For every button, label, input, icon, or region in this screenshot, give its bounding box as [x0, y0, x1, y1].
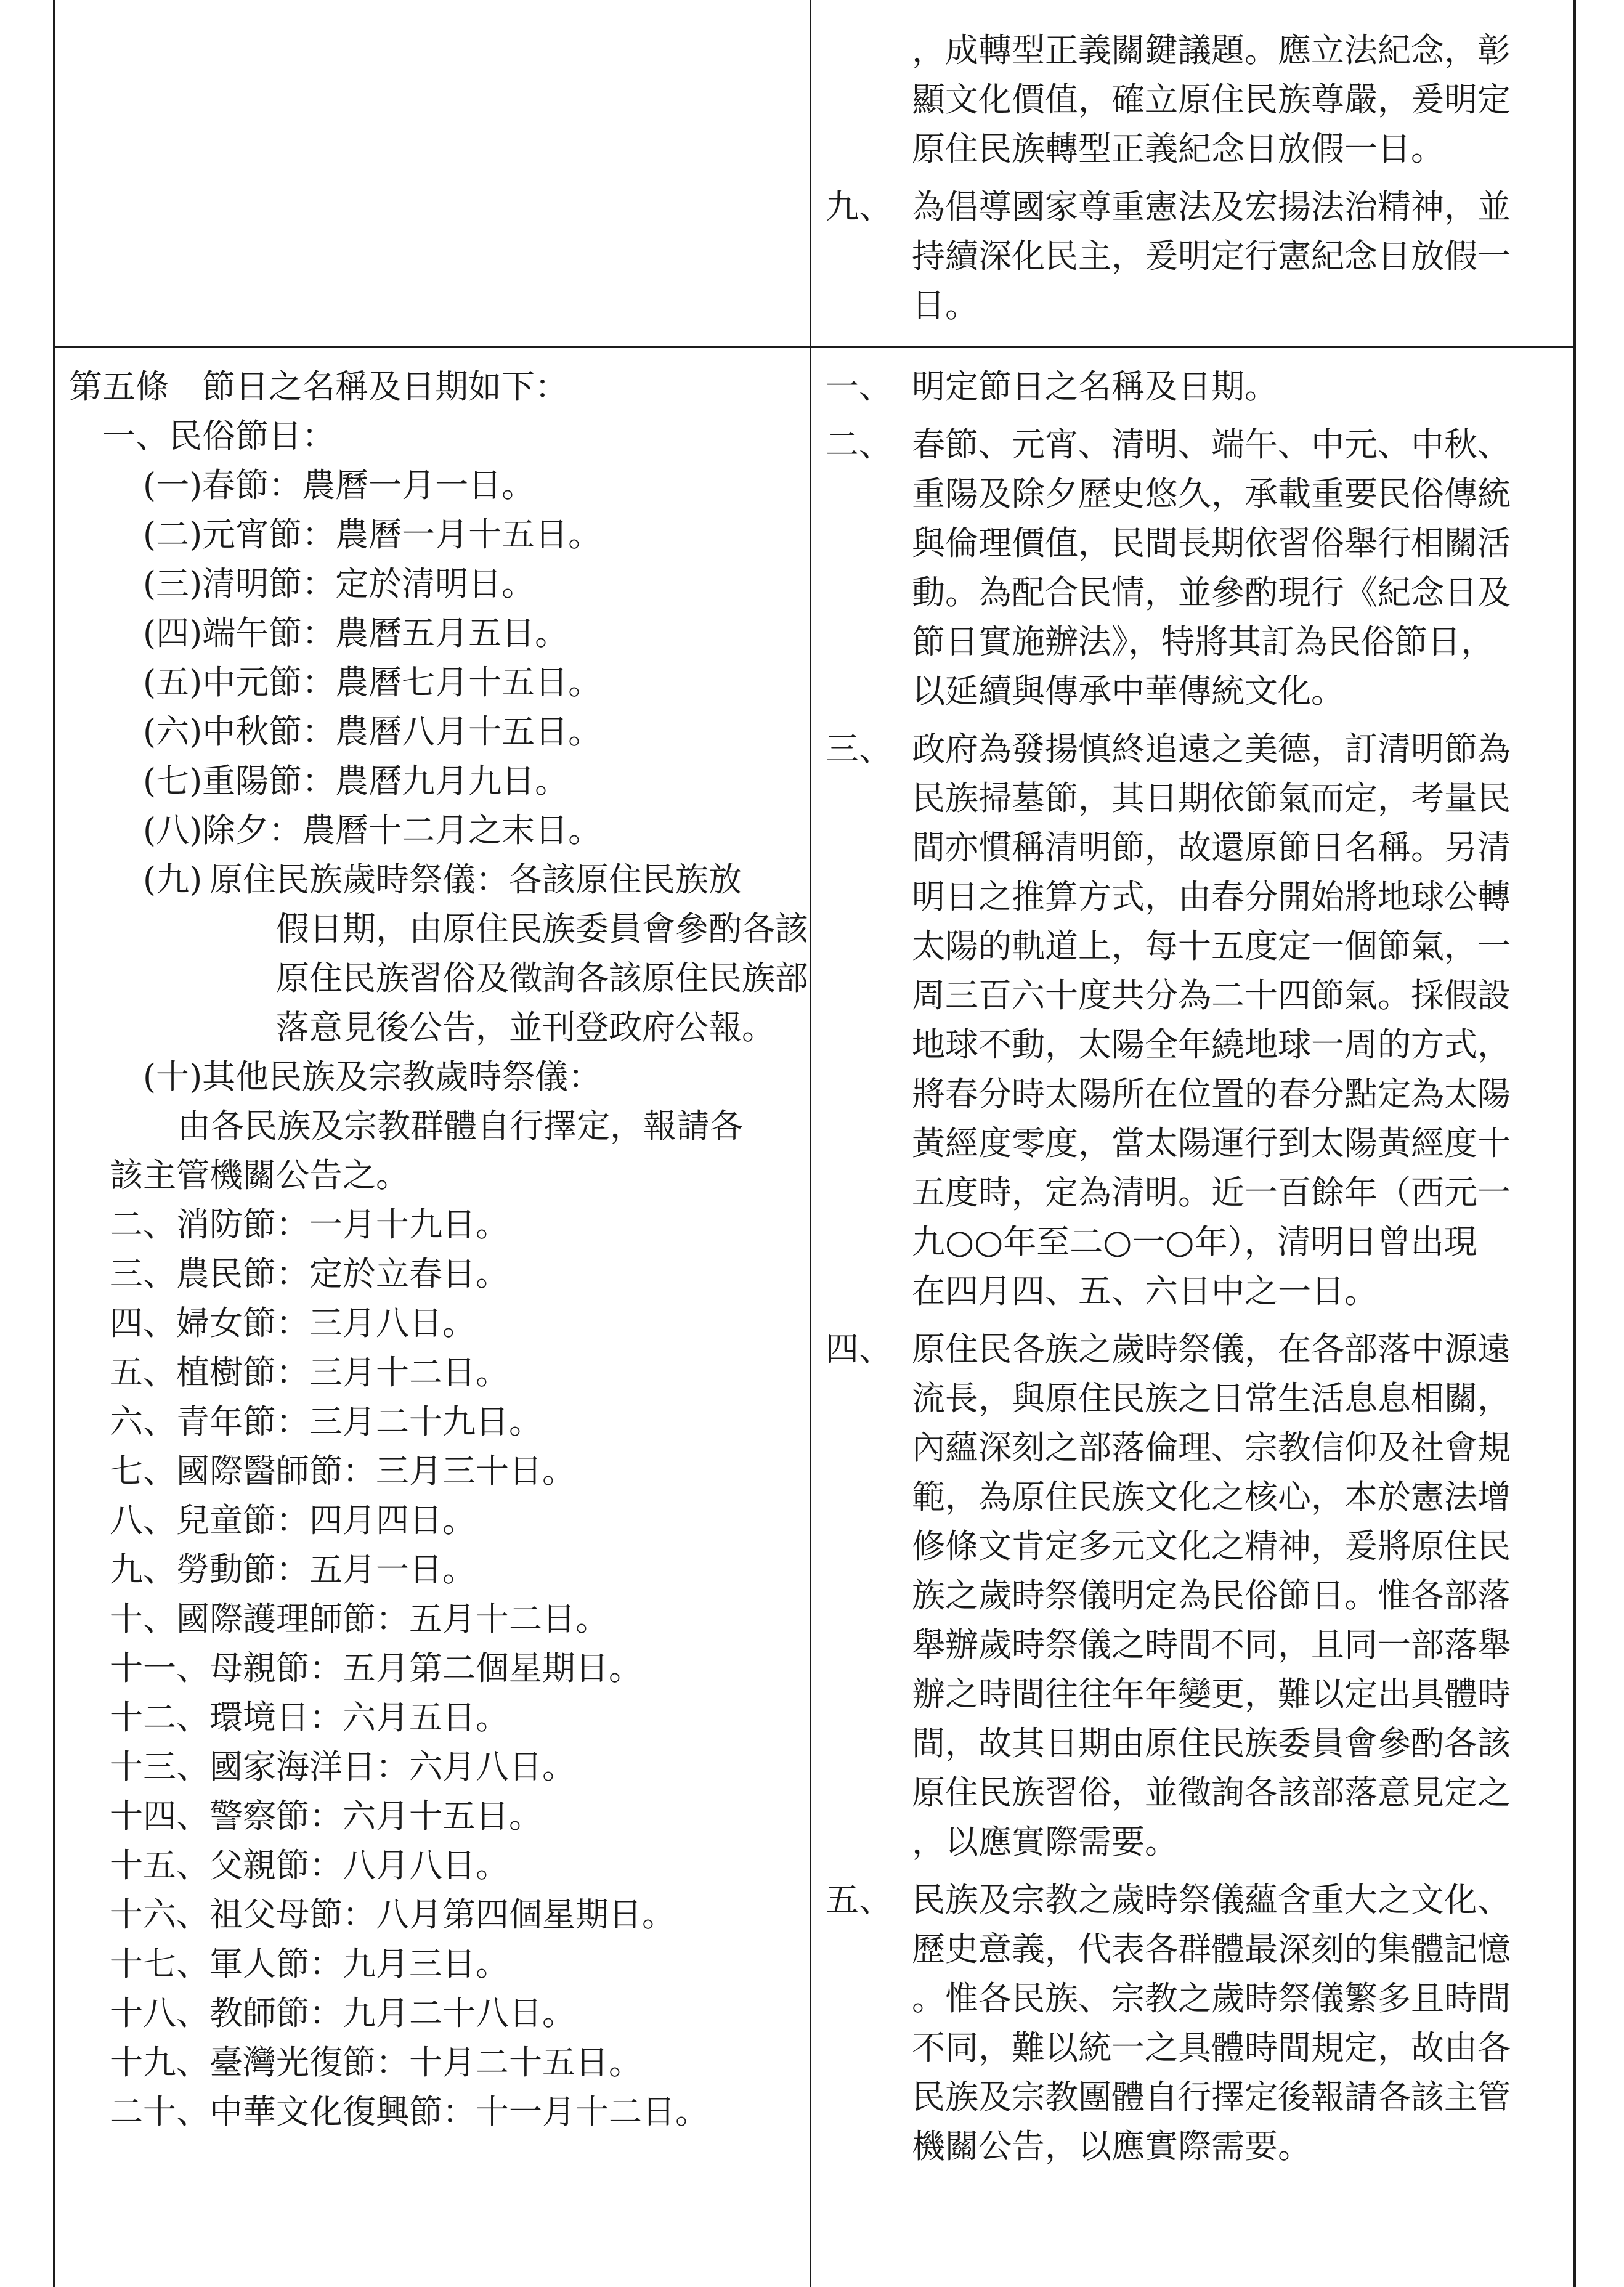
- list-item: (四)端午節：農曆五月五日。: [143, 614, 569, 652]
- folk10-body: 由各民族及宗教群體自行擇定，報請各: [177, 1107, 743, 1145]
- list-item: (七)重陽節：農曆九月九日。: [143, 762, 569, 800]
- list-item: 十五、父親節：八月八日。: [110, 1846, 509, 1885]
- list-item: 三、農民節：定於立春日。: [110, 1254, 509, 1293]
- top-right-cell: [826, 26, 1565, 339]
- explanation-item-3: 三、 政府為發揚慎終追遠之美德，訂清明節為 民族掃墓節，其日期依節氣而定，考量民 間亦慣稱清明節，故還原節日名稱。另清 明日之推算方式，由春分開始將地球公轉 太陽的軌道上，每十五度定一個節氣，一 周三百六十度共分為二十四節氣。採假設 地球不動，太陽全年繞地球一周的方式， 將春分時太陽所在位置的春分點定為太陽 黃經度零度，當太陽運行到太陽黃經度十 五度時，定為清明。近一百餘年（西元一 九○○年至二○一○年），清明日曾出現 在四月四、五、六日中之一日。: [826, 729, 1511, 1310]
- list-item: 二、消防節：一月十九日。: [110, 1205, 509, 1244]
- explanation-cell: [826, 362, 1565, 2180]
- list-item: 六、青年節：三月二十九日。: [110, 1402, 542, 1441]
- explanation-item-5: 五、 民族及宗教之歲時祭儀蘊含重大之文化、 歷史意義，代表各群體最深刻的集體記憶 。惟各民族、宗教之歲時祭儀繁多且時間 不同，難以統一之具體時間規定，故由各 民族及宗教團體自行擇定後報請各該主管 機關公告，以應實際需要。: [826, 1880, 1511, 2166]
- list-item: 十八、教師節：九月二十八日。: [110, 1994, 575, 2033]
- list-item: 十七、軍人節：九月三日。: [110, 1944, 509, 1983]
- explanation-item-9: 九、 為倡導國家尊重憲法及宏揚法治精神，並 持續深化民主，爰明定行憲紀念日放假一 日。: [826, 187, 1511, 325]
- list-item: (一)春節：農曆一月一日。: [143, 466, 535, 505]
- list-item: (十)其他民族及宗教歲時祭儀：: [143, 1057, 602, 1096]
- explanation-item-4: 四、 原住民各族之歲時祭儀，在各部落中源遠 流長，與原住民族之日常生活息息相關， 內蘊深刻之部落倫理、宗教信仰及社會規 範，為原住民族文化之核心，本於憲法增 修條文肯定多元文化之精神，爰將原住民 族之歲時祭儀明定為民俗節日。惟各部落 舉辦歲時祭儀之時間不同，且同一部落舉 辦之時間往往年年變更，難以定出具體時 間，故其日期由原住民族委員會參酌各該 原住民族習俗，並徵詢各該部落意見定之 ，以應實際需要。: [826, 1330, 1511, 1861]
- section-folk-title: 一、民俗節日：: [102, 416, 335, 455]
- list-item: 十九、臺灣光復節：十月二十五日。: [110, 2043, 642, 2082]
- list-item: (八)除夕：農曆十二月之末日。: [143, 811, 602, 850]
- list-item: 七、國際醫師節：三月三十日。: [110, 1452, 575, 1490]
- holiday-list: [110, 1200, 802, 2137]
- list-item: 四、婦女節：三月八日。: [110, 1304, 476, 1343]
- list-item: 十四、警察節：六月十五日。: [110, 1797, 542, 1835]
- continued-paragraph: ，成轉型正義關鍵議題。應立法紀念，彰 顯文化價值，確立原住民族尊嚴，爰明定 原住民族轉型正義紀念日放假一日。: [912, 31, 1511, 168]
- article-title: 第五條 節日之名稱及日期如下：: [69, 367, 568, 406]
- list-item: (二)元宵節：農曆一月十五日。: [143, 515, 602, 554]
- list-item: (三)清明節：定於清明日。: [143, 564, 535, 603]
- list-item: 五、植樹節：三月十二日。: [110, 1353, 509, 1392]
- center-divider: [810, 0, 811, 2287]
- list-item: 十一、母親節：五月第二個星期日。: [110, 1649, 642, 1688]
- list-item: 十六、祖父母節：八月第四個星期日。: [110, 1895, 675, 1934]
- list-item: (六)中秋節：農曆八月十五日。: [143, 712, 602, 751]
- row-divider: [53, 346, 1576, 348]
- list-item: (九) 原住民族歲時祭儀：各該原住民族放 假日期，由原住民族委員會參酌各該 原住民族習俗及徵詢各該原住民族部 落意見後公告，並刊登政府公報。: [143, 860, 808, 1047]
- list-item: 十、國際護理師節：五月十二日。: [110, 1599, 609, 1638]
- folk-holiday-list: [143, 461, 808, 1102]
- list-item: 九、勞動節：五月一日。: [110, 1550, 476, 1589]
- list-item: (五)中元節：農曆七月十五日。: [143, 663, 602, 702]
- statute-text-cell: [69, 362, 808, 2137]
- right-border: [1573, 0, 1576, 2287]
- list-item: 十三、國家海洋日：六月八日。: [110, 1747, 575, 1786]
- left-border: [53, 0, 55, 2287]
- list-item: 十二、環境日：六月五日。: [110, 1698, 509, 1737]
- list-item: 八、兒童節：四月四日。: [110, 1501, 476, 1540]
- folk10-body: 該主管機關公告之。: [110, 1156, 409, 1195]
- list-item: 二十、中華文化復興節：十一月十二日。: [110, 2092, 708, 2131]
- explanation-item-1: 一、 明定節日之名稱及日期。: [826, 367, 1278, 406]
- explanation-item-2: 二、 春節、元宵、清明、端午、中元、中秋、 重陽及除夕歷史悠久，承載重要民俗傳統 與倫理價值，民間長期依習俗舉行相關活 動。為配合民情，並參酌現行《紀念日及 節日實施辦法》，特將其訂為民俗節日， 以延續與傳承中華傳統文化。: [826, 425, 1511, 710]
